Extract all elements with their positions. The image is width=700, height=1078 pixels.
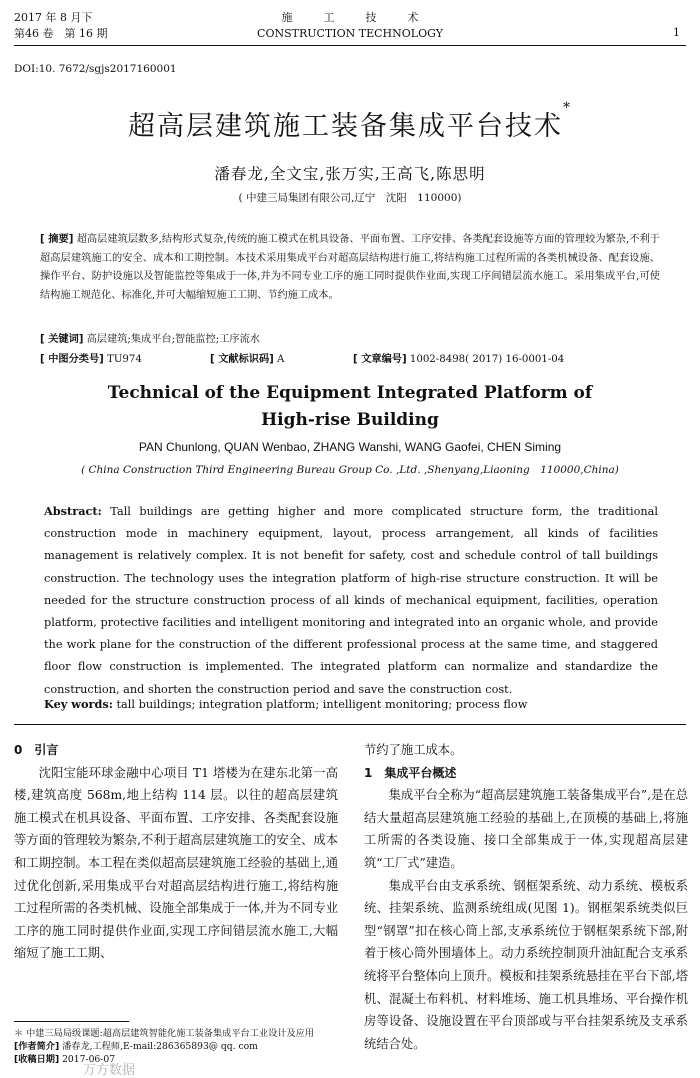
article-number-label: [ 文章编号]	[353, 354, 407, 365]
running-header-center	[200, 10, 500, 42]
article-number-value: 1002-8498( 2017) 16-0001-04	[409, 354, 565, 365]
body-column-right	[364, 739, 688, 1055]
keywords-cn	[40, 330, 260, 345]
funding-note: ＊ 中建三局局级课题:超高层建筑智能化施工装备集成平台工业设计及应用	[14, 1028, 315, 1039]
journal-name-en: CONSTRUCTION TECHNOLOGY	[257, 27, 443, 40]
header-rule	[14, 45, 686, 46]
footnote	[14, 1027, 338, 1066]
document-code-label: [ 文献标识码]	[210, 354, 274, 365]
author-bio-text: 潘春龙,工程师,E-mail:286365893@ qq. com	[62, 1041, 258, 1052]
section-0-paragraph: 沈阳宝能环球金融中心项目 T1 塔楼为在建东北第一高楼,建筑高度 568m,地上结构 114 层。以往的超高层建筑施工模式在机具设备、平面布置、工序安排、各类配套设施等方面的管理较为繁杂,不利于超高层建筑施工的安全、成本和工期控制。本工程在类似超高层建筑施工经验的基础上,通过优化创新,采用集成平台对超高层结构进行施工,将结构施工过程所需的各类机械、设施全部集成于一体,并为不同专业工序的施工同时提供作业面,实现工序间错层流水施工,大幅缩短了施工工期、	[14, 765, 338, 961]
paper-title	[0, 100, 700, 143]
section-divider	[14, 724, 686, 725]
journal-name-cn: 施 工 技 术	[281, 11, 429, 24]
received-date	[14, 1053, 338, 1066]
author-bio	[14, 1040, 338, 1053]
keywords-en	[44, 697, 527, 711]
article-number	[353, 350, 564, 365]
section-0-continuation: 节约了施工成本。	[364, 743, 463, 757]
affiliation: ( 中建三局集团有限公司,辽宁 沈阳 110000)	[238, 192, 462, 204]
abstract-cn	[40, 231, 660, 305]
section-1-heading: 1 集成平台概述	[364, 765, 457, 780]
section-1-paragraph-1: 集成平台全称为“超高层建筑施工装备集成平台”,是在总结大量超高层建筑施工经验的基础上,在顶模的基础上,将施工所需的各类设施、接口全部集成于一体,实现超高层建筑“工厂式”建造。	[364, 788, 688, 870]
clc-value: TU974	[107, 354, 142, 365]
keywords-en-text: tall buildings; integration platform; intelligent monitoring; process flow	[116, 698, 528, 711]
abstract-cn-label: [ 摘要]	[40, 234, 74, 245]
issue-volume: 第46 卷 第 16 期	[14, 27, 108, 40]
document-code-value: A	[277, 354, 285, 365]
clc-number	[40, 350, 142, 365]
english-title-line2: High-rise Building	[261, 410, 439, 430]
keywords-cn-text: 高层建筑;集成平台;智能监控;工序流水	[86, 334, 260, 345]
document-code	[210, 350, 284, 365]
body-column-left	[14, 739, 338, 965]
paper-title-text: 超高层建筑施工装备集成平台技术	[128, 111, 563, 142]
running-header-left	[14, 10, 107, 42]
clc-label: [ 中图分类号]	[40, 354, 104, 365]
page-number: 1	[673, 26, 680, 39]
english-affiliation: ( China Construction Third Engineering Bureau Group Co. ,Ltd. ,Shenyang,Liaoning 110000,China)	[81, 464, 619, 476]
author-bio-label: [作者简介]	[14, 1041, 60, 1052]
section-0-heading: 0 引言	[14, 743, 59, 757]
abstract-en-text: Tall buildings are getting higher and more complicated structure form, the traditional construction mode in machinery equipment, layout, process arrangement, all kinds of facilities management is relatively complex. It is not benefit for safety, cost and schedule control of tall buildings construction. The technology uses the integration platform of high-rise structure construction. It will be needed for the structure construction process of all kinds of mechanical equipment, facilities, operation platform, protective facilities and intelligent monitoring and integrated into an organic whole, and provide the work plane for the construction of the different professional process at the same time, and staggered floor flow construction is implemented. The integrated platform can normalize and standardize the construction, and shorten the construction period and save the construction cost.	[44, 505, 658, 696]
title-footnote-mark: *	[563, 100, 572, 116]
abstract-cn-text: 超高层建筑层数多,结构形式复杂,传统的施工模式在机具设备、平面布置、工序安排、各类配套设施等方面的管理较为繁杂,不利于超高层建筑施工的安全、成本和工期控制。本技术采用集成平台对超高层结构进行施工,将结构施工过程所需的各类机械设备、配套设施、操作平台、防护设施以及智能监控等集成于一体,并为不同专业工序的施工同时提供作业面,实现工序间错层流水施工。采用集成平台,可使结构施工规范化、标准化,并可大幅缩短施工工期、节约施工成本。	[40, 234, 660, 301]
section-1-paragraph-2: 集成平台由支承系统、钢框架系统、动力系统、模板系统、挂架系统、监测系统组成(见图 1)。钢框架系统类似巨型“钢罩”扣在核心筒上部,支承系统位于钢框架系统下部,附着于核心筒外围墙体上。动力系统控制顶升油缸配合支承系统将平台整体向上顶升。模板和挂架系统悬挂在平台下部,塔机、混凝土布料机、材料堆场、施工机具堆场、平台操作机房等设备、设施设置在平台顶部或与平台挂架系统及支承系统结合处。	[364, 878, 688, 1051]
doi: DOI:10. 7672/sgjs2017160001	[14, 63, 177, 75]
issue-date: 2017 年 8 月下	[14, 11, 93, 24]
english-title	[0, 380, 700, 434]
abstract-en	[44, 500, 658, 701]
author-list: 潘春龙,全文宝,张万实,王高飞,陈思明	[214, 165, 486, 183]
received-date-text: 2017-06-07	[62, 1054, 116, 1065]
abstract-en-label: Abstract:	[44, 504, 102, 518]
watermark: 万方数据	[83, 1063, 136, 1078]
keywords-cn-label: [ 关键词]	[40, 334, 84, 345]
english-authors: PAN Chunlong, QUAN Wenbao, ZHANG Wanshi, WANG Gaofei, CHEN Siming	[138, 440, 562, 454]
english-title-line1: Technical of the Equipment Integrated Platform of	[107, 383, 593, 403]
received-date-label: [收稿日期]	[14, 1054, 60, 1065]
footnote-rule	[14, 1021, 129, 1022]
keywords-en-label: Key words:	[44, 697, 113, 711]
